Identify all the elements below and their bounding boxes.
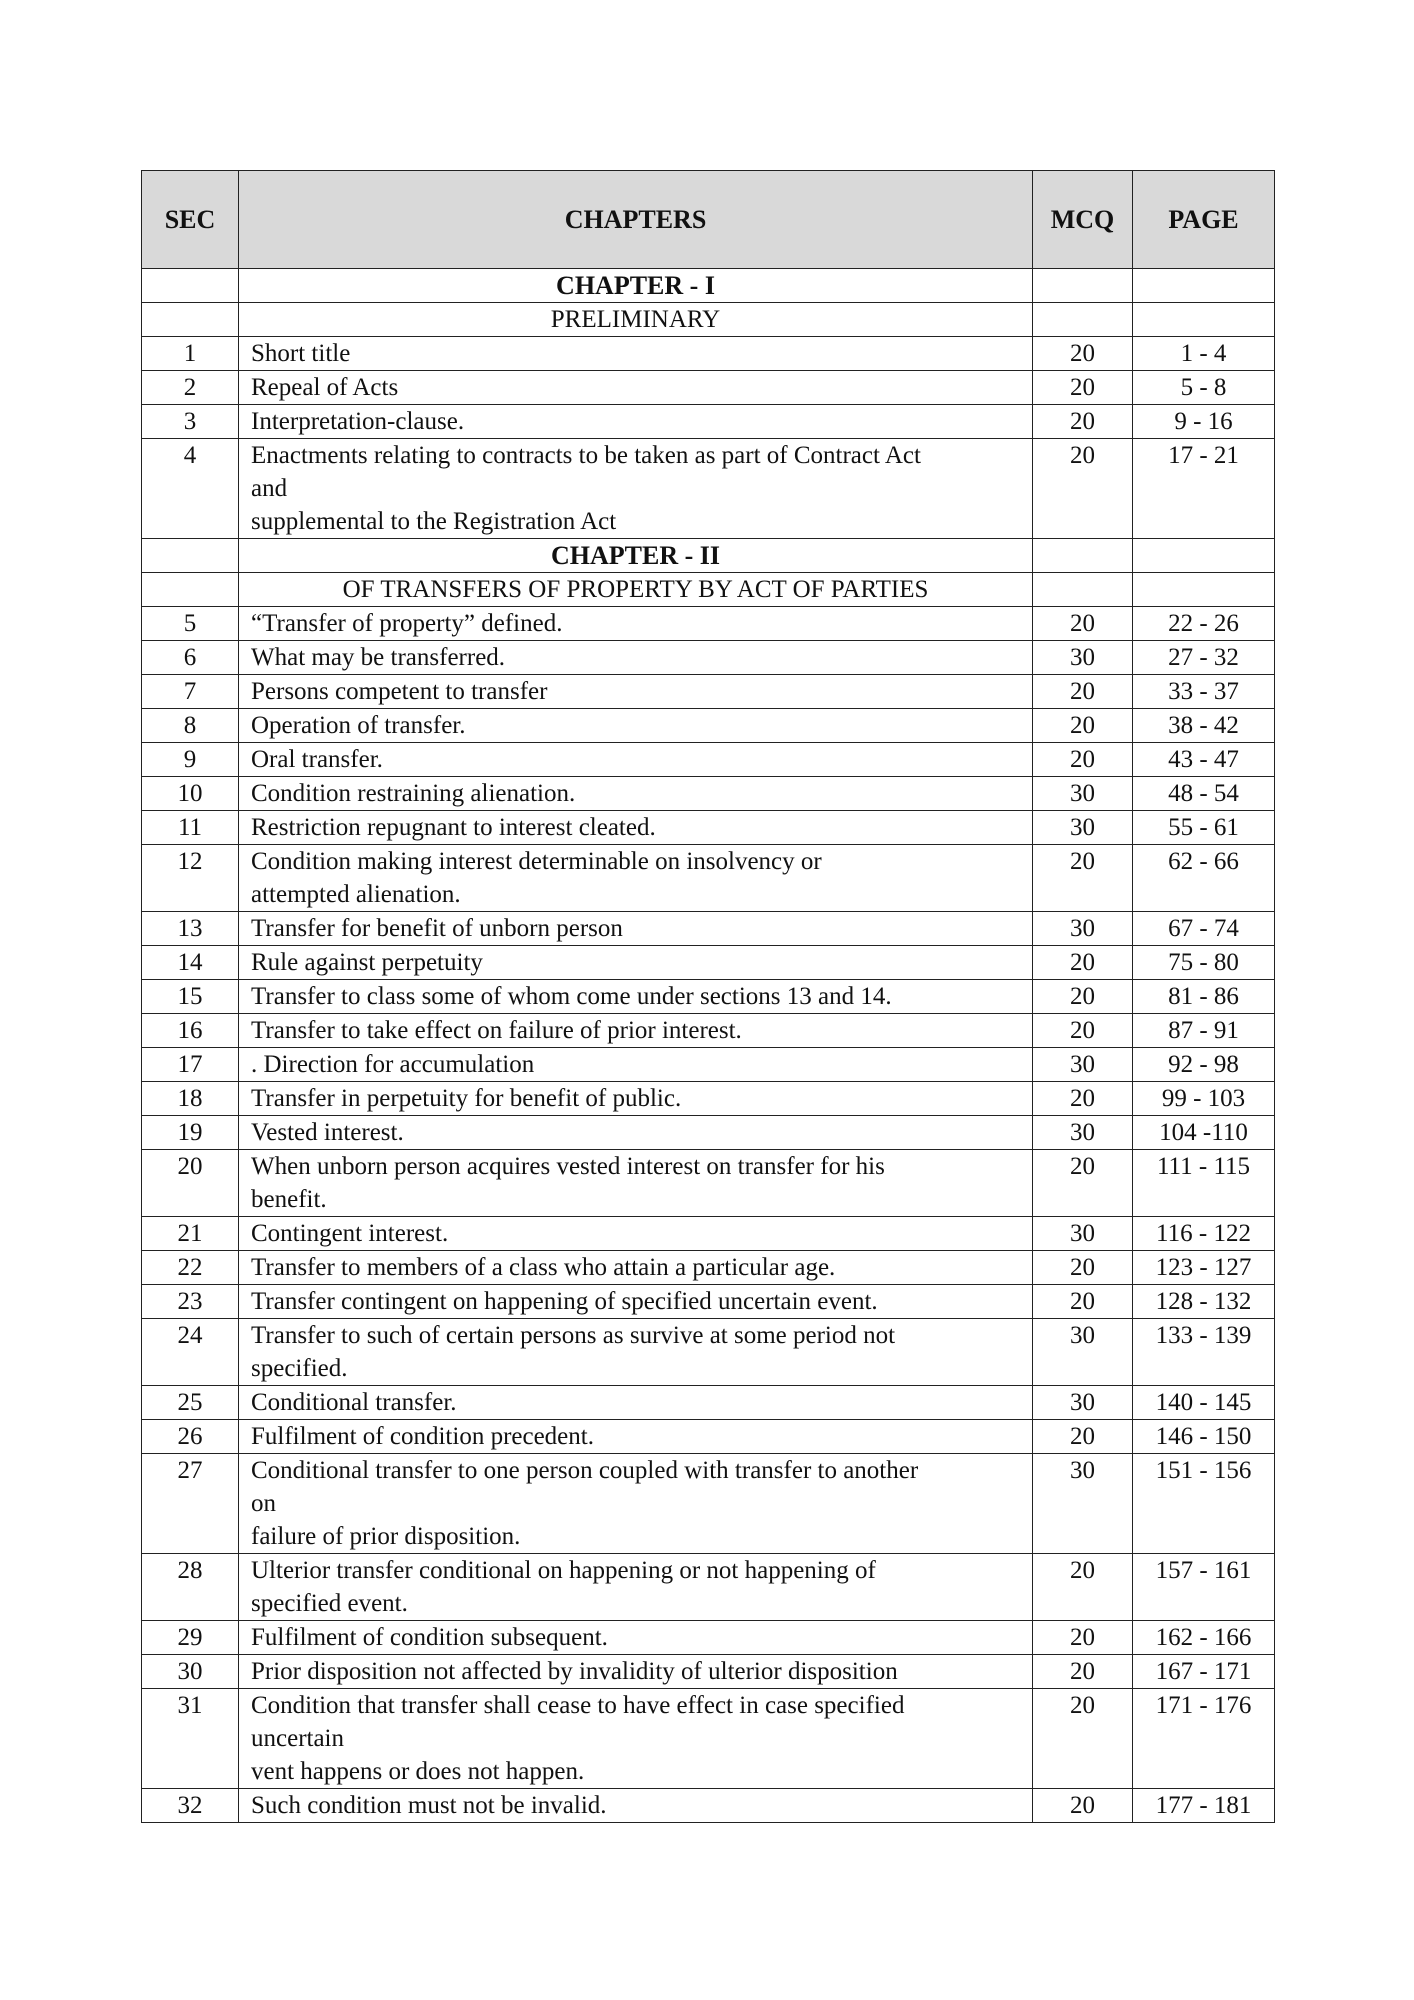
mcq-count: 20	[1033, 743, 1133, 777]
section-title-line: When unborn person acquires vested interest on transfer for his	[251, 1153, 885, 1180]
header-chapters: CHAPTERS	[239, 171, 1033, 269]
section-title	[239, 1150, 1033, 1217]
section-title-line: Prior disposition not affected by invalidity of ulterior disposition	[251, 1658, 898, 1685]
mcq-count: 20	[1033, 1689, 1133, 1789]
section-title	[239, 777, 1033, 811]
section-title	[239, 1789, 1033, 1823]
page-range: 22 - 26	[1133, 607, 1275, 641]
table-row	[142, 1386, 1275, 1420]
section-title-line: Restriction repugnant to interest cleated.	[251, 814, 656, 841]
section-title	[239, 337, 1033, 371]
section-title-line: Conditional transfer to one person coupled with transfer to another	[251, 1457, 919, 1484]
section-number: 1	[142, 337, 239, 371]
table-row	[142, 912, 1275, 946]
empty-cell	[1133, 573, 1275, 607]
page-range: 38 - 42	[1133, 709, 1275, 743]
section-title	[239, 1048, 1033, 1082]
page-range: 116 - 122	[1133, 1217, 1275, 1251]
section-title-line: Enactments relating to contracts to be taken as part of Contract Act	[251, 442, 921, 469]
section-title-line: . Direction for accumulation	[251, 1051, 535, 1078]
mcq-count: 30	[1033, 641, 1133, 675]
section-title	[239, 1217, 1033, 1251]
section-title-line: Fulfilment of condition precedent.	[251, 1423, 594, 1450]
section-title	[239, 912, 1033, 946]
page-range: 167 - 171	[1133, 1655, 1275, 1689]
table-row	[142, 811, 1275, 845]
table-row	[142, 1789, 1275, 1823]
mcq-count: 20	[1033, 1554, 1133, 1621]
page-range: 43 - 47	[1133, 743, 1275, 777]
chapter-subtitle-row	[142, 303, 1275, 337]
empty-cell	[142, 539, 239, 573]
section-title	[239, 946, 1033, 980]
section-number: 7	[142, 675, 239, 709]
empty-cell	[1033, 573, 1133, 607]
section-title-line: Transfer in perpetuity for benefit of public.	[251, 1085, 682, 1112]
section-title-line: Contingent interest.	[251, 1220, 449, 1247]
section-title-line: Condition making interest determinable on insolvency or	[251, 848, 822, 875]
section-title-line: Operation of transfer.	[251, 712, 466, 739]
section-title-line: Ulterior transfer conditional on happening or not happening of	[251, 1557, 876, 1584]
table-row	[142, 1554, 1275, 1621]
page-range: 27 - 32	[1133, 641, 1275, 675]
section-title-line: Repeal of Acts	[251, 374, 399, 401]
section-title-line: Transfer to take effect on failure of prior interest.	[251, 1017, 742, 1044]
page-range: 92 - 98	[1133, 1048, 1275, 1082]
section-number: 12	[142, 845, 239, 912]
section-title	[239, 1386, 1033, 1420]
section-title	[239, 1554, 1033, 1621]
mcq-count: 20	[1033, 980, 1133, 1014]
mcq-count: 20	[1033, 1621, 1133, 1655]
page-range: 1 - 4	[1133, 337, 1275, 371]
section-title-line: Vested interest.	[251, 1119, 404, 1146]
section-title	[239, 709, 1033, 743]
table-row	[142, 1082, 1275, 1116]
section-title	[239, 439, 1033, 539]
section-number: 13	[142, 912, 239, 946]
section-title	[239, 371, 1033, 405]
page-range: 5 - 8	[1133, 371, 1275, 405]
section-title-line: specified event.	[251, 1590, 408, 1617]
page-range: 133 - 139	[1133, 1319, 1275, 1386]
section-title-line: supplemental to the Registration Act	[251, 508, 617, 535]
mcq-count: 20	[1033, 675, 1133, 709]
section-number: 24	[142, 1319, 239, 1386]
section-number: 15	[142, 980, 239, 1014]
section-title-line: uncertain	[251, 1725, 345, 1752]
page-range: 140 - 145	[1133, 1386, 1275, 1420]
section-title-line: Condition restraining alienation.	[251, 780, 576, 807]
section-title-line: Persons competent to transfer	[251, 678, 548, 705]
mcq-count: 30	[1033, 1319, 1133, 1386]
page-range: 48 - 54	[1133, 777, 1275, 811]
section-title-line: and	[251, 475, 288, 502]
empty-cell	[1033, 539, 1133, 573]
page-range: 33 - 37	[1133, 675, 1275, 709]
section-number: 25	[142, 1386, 239, 1420]
mcq-count: 30	[1033, 777, 1133, 811]
table-row	[142, 1217, 1275, 1251]
header-sec: SEC	[142, 171, 239, 269]
section-title-line: What may be transferred.	[251, 644, 506, 671]
table-row	[142, 371, 1275, 405]
section-title	[239, 1454, 1033, 1554]
mcq-count: 20	[1033, 845, 1133, 912]
mcq-count: 20	[1033, 1420, 1133, 1454]
section-title	[239, 1420, 1033, 1454]
mcq-count: 20	[1033, 1789, 1133, 1823]
chapter-title-row	[142, 539, 1275, 573]
section-title-line: Fulfilment of condition subsequent.	[251, 1624, 608, 1651]
page-range: 62 - 66	[1133, 845, 1275, 912]
table-row	[142, 777, 1275, 811]
section-title-line: Rule against perpetuity	[251, 949, 483, 976]
page-range: 87 - 91	[1133, 1014, 1275, 1048]
page-range: 17 - 21	[1133, 439, 1275, 539]
section-number: 9	[142, 743, 239, 777]
page-range: 162 - 166	[1133, 1621, 1275, 1655]
table-row	[142, 709, 1275, 743]
empty-cell	[1133, 303, 1275, 337]
section-title-line: on	[251, 1490, 276, 1517]
mcq-count: 30	[1033, 1386, 1133, 1420]
section-title-line: benefit.	[251, 1186, 327, 1213]
section-number: 20	[142, 1150, 239, 1217]
section-title	[239, 1285, 1033, 1319]
mcq-count: 20	[1033, 405, 1133, 439]
contents-table	[141, 170, 1275, 1823]
table-row	[142, 845, 1275, 912]
table-row	[142, 1251, 1275, 1285]
section-title-line: Condition that transfer shall cease to have effect in case specified	[251, 1692, 905, 1719]
section-title	[239, 1014, 1033, 1048]
section-title	[239, 641, 1033, 675]
section-title	[239, 1319, 1033, 1386]
page-range: 75 - 80	[1133, 946, 1275, 980]
table-row	[142, 439, 1275, 539]
table-row	[142, 1319, 1275, 1386]
mcq-count: 20	[1033, 439, 1133, 539]
section-number: 22	[142, 1251, 239, 1285]
page-range: 67 - 74	[1133, 912, 1275, 946]
section-title-line: Transfer for benefit of unborn person	[251, 915, 623, 942]
section-number: 31	[142, 1689, 239, 1789]
table-row	[142, 641, 1275, 675]
header-row	[142, 171, 1275, 269]
mcq-count: 20	[1033, 1251, 1133, 1285]
table-row	[142, 1420, 1275, 1454]
section-number: 2	[142, 371, 239, 405]
section-title	[239, 845, 1033, 912]
section-title	[239, 675, 1033, 709]
table-row	[142, 337, 1275, 371]
mcq-count: 20	[1033, 1014, 1133, 1048]
table-row	[142, 980, 1275, 1014]
page-range: 157 - 161	[1133, 1554, 1275, 1621]
mcq-count: 30	[1033, 811, 1133, 845]
section-number: 4	[142, 439, 239, 539]
section-number: 18	[142, 1082, 239, 1116]
chapter-subtitle: OF TRANSFERS OF PROPERTY BY ACT OF PARTIES	[239, 573, 1033, 607]
table-row	[142, 1150, 1275, 1217]
section-title-line: Such condition must not be invalid.	[251, 1792, 607, 1819]
section-title-line: vent happens or does not happen.	[251, 1758, 585, 1785]
section-number: 14	[142, 946, 239, 980]
table-row	[142, 946, 1275, 980]
section-number: 16	[142, 1014, 239, 1048]
section-number: 10	[142, 777, 239, 811]
section-title	[239, 1082, 1033, 1116]
section-title-line: Transfer to such of certain persons as survive at some period not	[251, 1322, 896, 1349]
page-range: 111 - 115	[1133, 1150, 1275, 1217]
section-title-line: attempted alienation.	[251, 881, 461, 908]
section-title	[239, 1689, 1033, 1789]
section-title	[239, 607, 1033, 641]
section-number: 8	[142, 709, 239, 743]
page-range: 104 -110	[1133, 1116, 1275, 1150]
section-title	[239, 980, 1033, 1014]
contents-page	[141, 170, 1274, 1823]
mcq-count: 20	[1033, 371, 1133, 405]
mcq-count: 20	[1033, 1285, 1133, 1319]
section-number: 30	[142, 1655, 239, 1689]
section-title	[239, 1621, 1033, 1655]
page-range: 146 - 150	[1133, 1420, 1275, 1454]
section-number: 32	[142, 1789, 239, 1823]
section-number: 28	[142, 1554, 239, 1621]
mcq-count: 20	[1033, 709, 1133, 743]
mcq-count: 30	[1033, 1116, 1133, 1150]
mcq-count: 30	[1033, 1048, 1133, 1082]
mcq-count: 30	[1033, 912, 1133, 946]
section-number: 29	[142, 1621, 239, 1655]
mcq-count: 20	[1033, 946, 1133, 980]
page-range: 123 - 127	[1133, 1251, 1275, 1285]
page-range: 128 - 132	[1133, 1285, 1275, 1319]
section-title-line: Short title	[251, 340, 351, 367]
mcq-count: 20	[1033, 337, 1133, 371]
chapter-title: CHAPTER - I	[239, 269, 1033, 303]
section-number: 21	[142, 1217, 239, 1251]
section-number: 19	[142, 1116, 239, 1150]
page-range: 55 - 61	[1133, 811, 1275, 845]
section-title	[239, 1116, 1033, 1150]
table-row	[142, 1014, 1275, 1048]
header-page: PAGE	[1133, 171, 1275, 269]
chapter-title-row	[142, 269, 1275, 303]
page-range: 9 - 16	[1133, 405, 1275, 439]
table-row	[142, 1116, 1275, 1150]
table-row	[142, 1689, 1275, 1789]
page-range: 99 - 103	[1133, 1082, 1275, 1116]
table-header	[142, 171, 1275, 269]
table-row	[142, 743, 1275, 777]
section-title-line: specified.	[251, 1355, 348, 1382]
section-title-line: Transfer to class some of whom come under sections 13 and 14.	[251, 983, 892, 1010]
table-row	[142, 675, 1275, 709]
mcq-count: 30	[1033, 1454, 1133, 1554]
section-number: 23	[142, 1285, 239, 1319]
section-number: 26	[142, 1420, 239, 1454]
page-range: 81 - 86	[1133, 980, 1275, 1014]
empty-cell	[1133, 539, 1275, 573]
mcq-count: 20	[1033, 1655, 1133, 1689]
table-row	[142, 1285, 1275, 1319]
section-title-line: Transfer contingent on happening of specified uncertain event.	[251, 1288, 878, 1315]
table-row	[142, 1048, 1275, 1082]
header-mcq: MCQ	[1033, 171, 1133, 269]
page-range: 177 - 181	[1133, 1789, 1275, 1823]
chapter-subtitle-row	[142, 573, 1275, 607]
mcq-count: 20	[1033, 607, 1133, 641]
section-title	[239, 405, 1033, 439]
section-title-line: Oral transfer.	[251, 746, 383, 773]
table-row	[142, 1621, 1275, 1655]
section-number: 6	[142, 641, 239, 675]
section-title	[239, 1251, 1033, 1285]
section-title-line: “Transfer of property” defined.	[251, 610, 563, 637]
section-number: 17	[142, 1048, 239, 1082]
section-title	[239, 1655, 1033, 1689]
section-number: 27	[142, 1454, 239, 1554]
table-row	[142, 1454, 1275, 1554]
table-body	[142, 269, 1275, 1823]
mcq-count: 30	[1033, 1217, 1133, 1251]
section-title-line: Conditional transfer.	[251, 1389, 457, 1416]
section-number: 11	[142, 811, 239, 845]
empty-cell	[1033, 269, 1133, 303]
chapter-subtitle: PRELIMINARY	[239, 303, 1033, 337]
chapter-title: CHAPTER - II	[239, 539, 1033, 573]
section-number: 5	[142, 607, 239, 641]
section-title-line: failure of prior disposition.	[251, 1523, 521, 1550]
mcq-count: 20	[1033, 1150, 1133, 1217]
empty-cell	[142, 303, 239, 337]
section-title	[239, 743, 1033, 777]
section-title	[239, 811, 1033, 845]
page-range: 171 - 176	[1133, 1689, 1275, 1789]
section-number: 3	[142, 405, 239, 439]
mcq-count: 20	[1033, 1082, 1133, 1116]
empty-cell	[1133, 269, 1275, 303]
table-row	[142, 1655, 1275, 1689]
section-title-line: Transfer to members of a class who attain a particular age.	[251, 1254, 836, 1281]
empty-cell	[142, 573, 239, 607]
empty-cell	[1033, 303, 1133, 337]
empty-cell	[142, 269, 239, 303]
table-row	[142, 405, 1275, 439]
section-title-line: Interpretation-clause.	[251, 408, 465, 435]
page-range: 151 - 156	[1133, 1454, 1275, 1554]
table-row	[142, 607, 1275, 641]
